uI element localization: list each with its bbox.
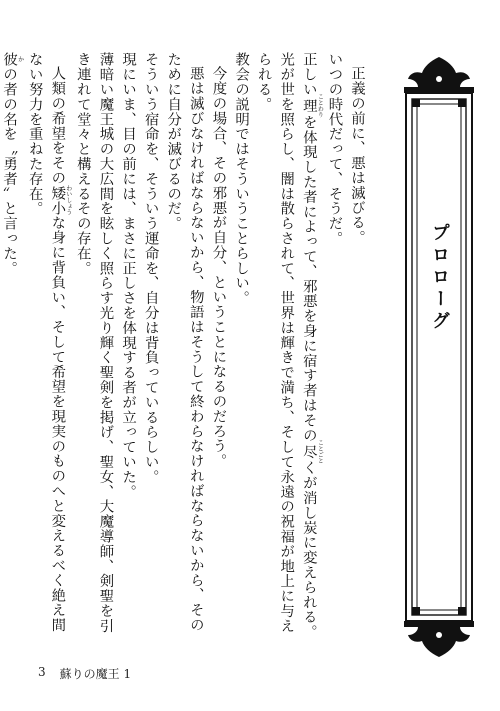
ruby-word: 矮小 わいしょう — [49, 185, 72, 216]
text-segment: くが消し炭に変えられる。 — [300, 460, 317, 640]
ruby-word: 彼 か — [1, 52, 24, 67]
text-segment: を体現した者によって、邪悪を身に宿す者はその — [300, 114, 317, 443]
text-segment: な身に背負い、そして希望を現実のものへと変えるべく絶え間ない努力を重ねた存在。 — [26, 52, 66, 633]
paragraph — [297, 52, 323, 642]
chapter-banner — [400, 57, 478, 657]
ruby-reading: ことごと — [316, 439, 324, 464]
paragraph: そういう宿命を、そういう運命を、自分は背負っているらしい。 — [142, 52, 159, 485]
paragraph: 教会の説明ではそういうことらしい。 — [233, 52, 250, 306]
paragraph: 正義の前に、悪は滅びる。 — [349, 66, 365, 246]
book-title: 蘇りの魔王 1 — [59, 667, 132, 681]
text-segment: の者の名を〝勇者〟と言った。 — [1, 66, 18, 276]
paragraph: いつの時代だって、そうだ。 — [326, 52, 343, 246]
paragraph: 悪は滅びなければならないから、物語はそうして終わらなければならないから、そのために自分が滅びるのだ。 — [165, 52, 204, 633]
page-footer — [38, 665, 131, 682]
ruby-reading: か — [16, 52, 24, 67]
paragraph: 光が世を照らし、闇は散らされて、世界は輝きで満ち、そして永遠の祝福が地上に与えられる。 — [255, 52, 295, 634]
paragraph: 今度の場合、その邪悪が自分、ということになるのだろう。 — [210, 66, 227, 469]
body-text — [1, 52, 368, 642]
paragraph: 薄暗い魔王城の大広間を眩しく照らす光り輝く聖剣を掲げ、聖女、大魔導師、剣聖を引き連れて堂々と構えるその存在。 — [74, 52, 114, 634]
ruby-reading: ことわり — [316, 93, 324, 118]
paragraph — [23, 52, 71, 642]
chapter-title: プロローグ — [429, 223, 450, 333]
paragraph: 現にいま、目の前には、まさに正しさを体現する者が立っていた。 — [120, 52, 137, 499]
ornament-frame-icon — [400, 57, 478, 657]
ruby-word: 理 ことわり — [300, 93, 324, 118]
paragraph — [0, 52, 23, 642]
page-number: 3 — [38, 665, 46, 679]
text-segment: 正しい — [300, 52, 317, 97]
text-segment: 人類の希望をその — [49, 66, 66, 186]
ruby-word: 尽 ことごと — [300, 439, 324, 464]
ruby-reading: わいしょう — [64, 185, 72, 216]
